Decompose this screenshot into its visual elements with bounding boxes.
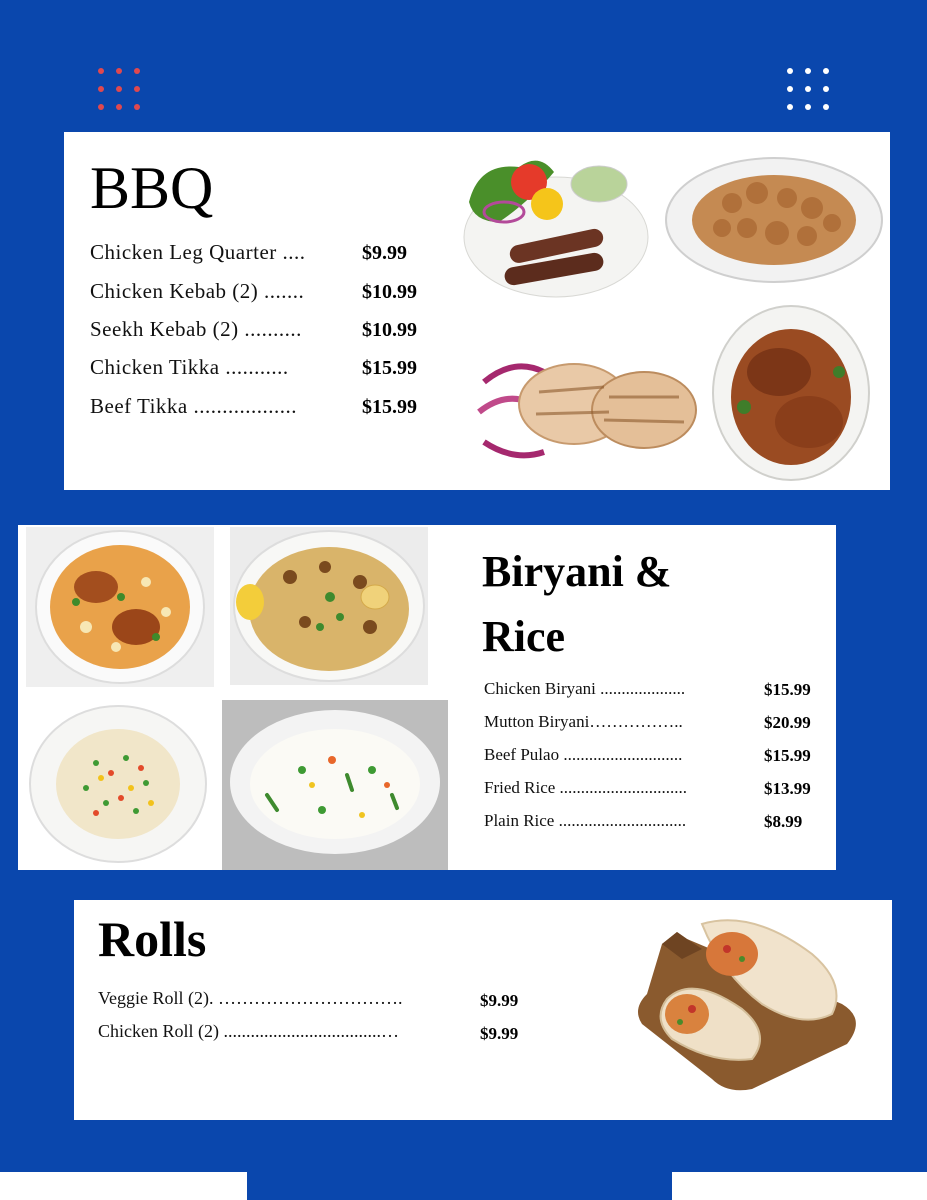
item-name: Chicken Roll (2) ...................................… xyxy=(98,1021,399,1041)
dot xyxy=(98,104,104,110)
item-price: $13.99 xyxy=(764,779,811,798)
dot xyxy=(787,104,793,110)
item-price: $10.99 xyxy=(362,281,417,303)
footer-block-right xyxy=(672,1172,927,1200)
item-name: Chicken Leg Quarter .... xyxy=(90,240,306,264)
rolls-title: Rolls xyxy=(98,911,207,967)
item-price: $15.99 xyxy=(362,396,417,418)
dot xyxy=(116,86,122,92)
seekh-kebab-photo xyxy=(459,142,654,302)
dot xyxy=(787,86,793,92)
footer-block-left xyxy=(0,1172,247,1200)
item-price: $15.99 xyxy=(764,746,811,765)
item-price: $8.99 xyxy=(764,812,803,831)
dot xyxy=(98,68,104,74)
dot xyxy=(823,68,829,74)
bbq-section xyxy=(64,132,890,490)
dot xyxy=(116,68,122,74)
rolls-section xyxy=(74,900,892,1120)
item-name: Chicken Biryani .................... xyxy=(484,679,686,698)
decorative-dots-red xyxy=(98,68,140,110)
bbq-title: BBQ xyxy=(90,155,214,221)
item-name: Seekh Kebab (2) .......... xyxy=(90,317,302,341)
item-name: Mutton Biryani…………….. xyxy=(484,712,683,731)
biryani-title: Biryani & Rice xyxy=(482,547,672,661)
dot xyxy=(805,68,811,74)
item-price: $9.99 xyxy=(362,242,407,264)
dot xyxy=(98,86,104,92)
item-name: Plain Rice .............................. xyxy=(484,811,687,830)
item-price: $15.99 xyxy=(362,357,417,379)
dot xyxy=(823,104,829,110)
item-price: $10.99 xyxy=(362,319,417,341)
dot xyxy=(787,68,793,74)
chicken-roll-photo xyxy=(632,914,872,1094)
dot xyxy=(116,104,122,110)
item-name: Beef Pulao ............................ xyxy=(484,745,683,764)
item-price: $20.99 xyxy=(764,713,811,732)
dot xyxy=(823,86,829,92)
dot xyxy=(805,86,811,92)
dot xyxy=(805,104,811,110)
decorative-dots-white xyxy=(787,68,829,110)
chicken-kebab-photo xyxy=(474,342,709,472)
dot xyxy=(134,68,140,74)
item-price: $15.99 xyxy=(764,680,811,699)
dot xyxy=(134,104,140,110)
item-price: $9.99 xyxy=(480,1024,519,1043)
dot xyxy=(134,86,140,92)
chicken-leg-photo xyxy=(709,302,874,484)
item-price: $9.99 xyxy=(480,991,519,1010)
plain-rice-photo xyxy=(222,700,448,870)
chicken-biryani-photo xyxy=(26,527,214,687)
item-name: Fried Rice .............................. xyxy=(484,778,688,797)
biryani-section xyxy=(18,525,836,870)
item-name: Veggie Roll (2). …………………………. xyxy=(98,988,403,1008)
fried-rice-photo xyxy=(26,703,210,865)
item-name: Chicken Kebab (2) ....... xyxy=(90,279,305,303)
item-name: Beef Tikka .................. xyxy=(90,394,298,418)
mutton-biryani-photo xyxy=(230,527,428,685)
item-name: Chicken Tikka ........... xyxy=(90,355,289,379)
chicken-tikka-photo xyxy=(662,148,887,290)
